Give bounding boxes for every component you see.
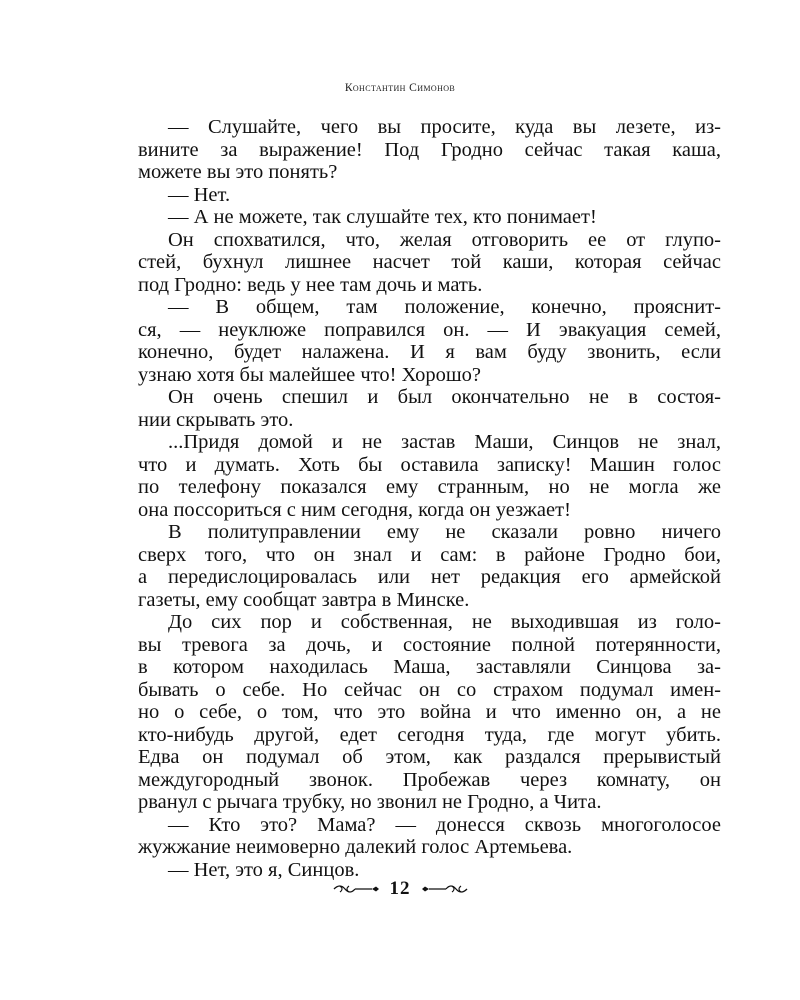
- text-line: вы тревога за дочь, и состояние полной потерянности,: [138, 633, 721, 656]
- text-line: вините за выражение! Под Гродно сейчас такая каша,: [138, 138, 721, 161]
- text-line: жужжание неимоверно далекий голос Артемьева.: [138, 836, 573, 858]
- text-line: бывать о себе. Но сейчас он со страхом подумал имен-: [138, 678, 721, 701]
- text-line: — А не можете, так слушайте тех, кто понимает!: [168, 206, 597, 228]
- text-line: сверх того, что он знал и сам: в районе Гродно бои,: [138, 543, 721, 566]
- text-line: что и думать. Хоть бы оставила записку! Машин голос: [138, 453, 721, 476]
- text-line: по телефону показался ему странным, но не могла же: [138, 476, 721, 498]
- text-line: — Слушайте, чего вы просите, куда вы лезете, из-: [168, 116, 721, 138]
- text-line: — В общем, там положение, конечно, прояснит-: [168, 296, 721, 318]
- page-number: 12: [389, 878, 411, 899]
- ornament-right-icon: [421, 882, 469, 896]
- text-line: Едва он подумал об этом, как раздался прерывистый: [138, 746, 721, 768]
- text-line: в котором находилась Маша, заставляли Синцова за-: [138, 656, 721, 678]
- text-line: а передислоцировалась или нет редакция его армейской: [138, 566, 721, 588]
- text-line: стей, бухнул лишнее насчет той каши, которая сейчас: [138, 251, 721, 273]
- text-line: под Гродно: ведь у нее там дочь и мать.: [138, 273, 483, 296]
- text-line: можете вы это понять?: [138, 161, 338, 183]
- text-line: конечно, будет налажена. И я вам буду звонить, если: [138, 341, 721, 363]
- text-line: но о себе, о том, что это война и что именно он, а не: [138, 701, 721, 723]
- page-footer: [0, 878, 800, 900]
- text-line: — Нет.: [168, 183, 231, 206]
- text-line: — Кто это? Мама? — донесся сквозь многоголосое: [168, 813, 721, 836]
- text-line: ся, — неуклюже поправился он. — И эвакуация семей,: [138, 318, 721, 341]
- text-line: Он спохватился, что, желая отговорить ее от глупо-: [168, 228, 721, 251]
- text-line: В политуправлении ему не сказали ровно ничего: [168, 521, 721, 543]
- text-line: нии скрывать это.: [138, 408, 294, 431]
- text-line: узнаю хотя бы малейшее что! Хорошо?: [138, 363, 481, 386]
- text-line: кто-нибудь другой, едет сегодня туда, где могут убить.: [138, 723, 721, 746]
- text-line: ...Придя домой и не застав Маши, Синцов не знал,: [168, 431, 721, 453]
- text-line: междугородный звонок. Пробежав через комнату, он: [138, 768, 721, 791]
- text-line: рванул с рычага трубку, но звонил не Гродно, а Чита.: [138, 791, 602, 813]
- text-line: Он очень спешил и был окончательно не в состоя-: [168, 386, 721, 408]
- text-line: До сих пор и собственная, не выходившая из голо-: [168, 611, 721, 633]
- text-line: газеты, ему сообщат завтра в Минске.: [138, 588, 470, 611]
- text-line: — Нет, это я, Синцов.: [168, 858, 360, 881]
- running-head: Константин Симонов: [344, 82, 456, 94]
- body-text: [138, 116, 721, 881]
- ornament-left-icon: [332, 882, 380, 896]
- text-line: она поссориться с ним сегодня, когда он уезжает!: [138, 498, 571, 521]
